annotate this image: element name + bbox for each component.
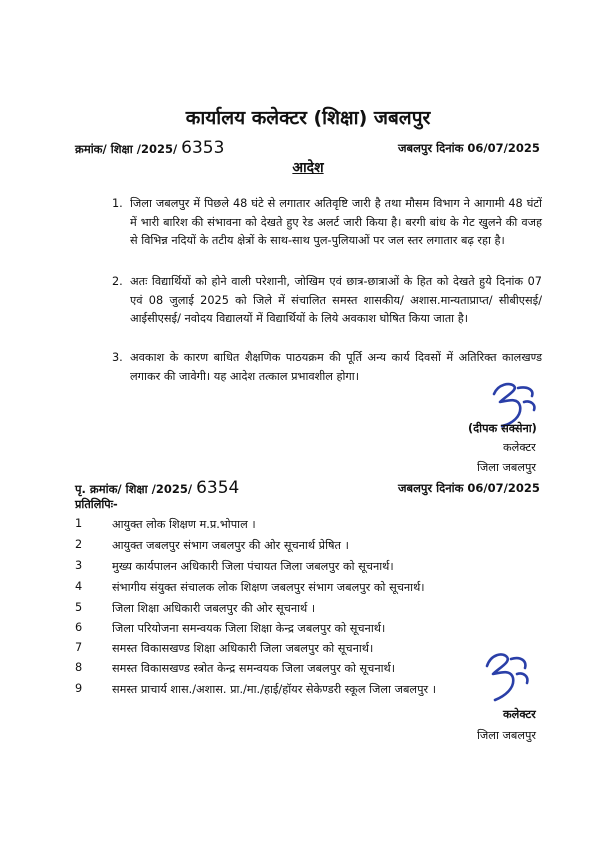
order-point-number: 1. xyxy=(112,197,123,210)
endorsement-date: जबलपुर दिनांक 06/07/2025 xyxy=(398,481,540,495)
order-point-text: अवकाश के कारण बाधित शैक्षणिक पाठयक्रम की पूर्ति अन्य कार्य दिवसों में अतिरिक्त कालखण्ड लगाकर की जावेगी। यह आदेश तत्काल प्रभावशील होगा। xyxy=(130,351,542,383)
order-point-number: 3. xyxy=(112,351,123,364)
office-title: कार्यालय कलेक्टर (शिक्षा) जबलपुर xyxy=(185,107,431,129)
copy-item-text: आयुक्त जबलपुर संभाग जबलपुर की ओर सूचनार्थ प्रेषित । xyxy=(112,539,349,552)
signatory-designation-2: कलेक्टर xyxy=(503,708,536,721)
order-point-text: जिला जबलपुर में पिछले 48 घंटे से लगातार अतिवृष्टि जारी है तथा मौसम विभाग ने आगामी 48 घंटों में भारी बारिश की संभावना को देखते हुए रेड अलर्ट जारी किया है। बरगी बांध के गेट खुलने की वजह से विभिन्न नदियों के तटीय क्षेत्रों के साथ-साथ पुल-पुलियाओं पर जल स्तर लगातार बढ़ रहा है। xyxy=(130,197,542,247)
copy-item-number: 1 xyxy=(75,517,83,530)
copy-item-text: समस्त विकासखण्ड स्त्रोत केन्द्र समन्वयक जिला जबलपुर को सूचनार्थ। xyxy=(112,662,396,675)
order-reference xyxy=(75,138,224,158)
copy-item-number: 7 xyxy=(75,641,83,654)
endorsement-reference xyxy=(75,478,239,498)
copy-item-text: आयुक्त लोक शिक्षण म.प्र.भोपाल । xyxy=(112,518,256,531)
copy-item-number: 2 xyxy=(75,538,83,551)
copy-item-text: संभागीय संयुक्त संचालक लोक शिक्षण जबलपुर संभाग जबलपुर को सूचनार्थ। xyxy=(112,581,425,594)
order-point-text: अतः विद्यार्थियों को होने वाली परेशानी, जोखिम एवं छात्र-छात्राओं के हित को देखते हुये दिनांक 07 एवं 08 जुलाई 2025 को जिले में संचालित समस्त शासकीय/ अशास.मान्यताप्राप्त/ सीबीएसई/ आईसीएसई/ नवोदय विद्यालयों में विद्यार्थियों के लिये अवकाश घोषित किया जाता है। xyxy=(130,275,542,325)
copy-item-text: मुख्य कार्यपालन अधिकारी जिला पंचायत जिला जबलपुर को सूचनार्थ। xyxy=(112,560,394,573)
signatory-office-2: जिला जबलपुर xyxy=(477,729,537,742)
collector-signature-2 xyxy=(481,650,537,704)
order-point-number: 2. xyxy=(112,275,123,288)
copy-item-text: जिला शिक्षा अधिकारी जबलपुर की ओर सूचनार्थ । xyxy=(112,602,316,615)
copy-item-text: समस्त प्राचार्य शास./अशास. प्रा./मा./हाई/हॉयर सेकेण्डरी स्कूल जिला जबलपुर । xyxy=(112,683,436,696)
endorsement-reference-prefix: पृ. क्रमांक/ शिक्षा /2025/ xyxy=(75,482,193,496)
copy-item-number: 8 xyxy=(75,661,83,674)
order-date: जबलपुर दिनांक 06/07/2025 xyxy=(398,141,540,155)
endorsement-reference-number: 6354 xyxy=(196,478,240,498)
copy-to-label: प्रतिलिपिः- xyxy=(75,498,118,511)
copy-item-text: जिला परियोजना समन्वयक जिला शिक्षा केन्द्र जबलपुर को सूचनार्थ। xyxy=(112,622,386,635)
copy-item-number: 6 xyxy=(75,621,83,634)
copy-item-number: 3 xyxy=(75,559,83,572)
order-reference-number: 6353 xyxy=(181,138,225,158)
copy-item-text: समस्त विकासखण्ड शिक्षा अधिकारी जिला जबलपुर को सूचनार्थ। xyxy=(112,642,374,655)
order-heading: आदेश xyxy=(292,160,324,176)
order-reference-prefix: क्रमांक/ शिक्षा /2025/ xyxy=(75,142,178,156)
signatory-office: जिला जबलपुर xyxy=(477,461,537,474)
copy-item-number: 5 xyxy=(75,601,83,614)
copy-item-number: 4 xyxy=(75,580,83,593)
copy-item-number: 9 xyxy=(75,682,83,695)
signatory-designation: कलेक्टर xyxy=(503,441,536,454)
signatory-name: (दीपक सक्सेना) xyxy=(468,422,537,435)
